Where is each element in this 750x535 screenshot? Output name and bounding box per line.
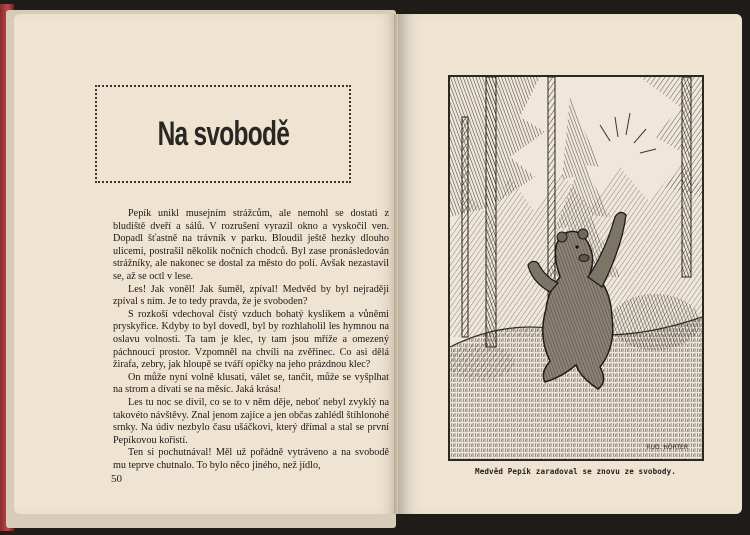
page-number: 50	[111, 473, 122, 485]
paragraph: Pepík unikl musejním strážcům, ale nemohl se dostati z bludiště dveří a sálů. V rozrušení vyrazil okno a vyskočil ven. Dopadl šťastně na trávník v parku. Bloudil ještě hezky dlouho ulicemi, postrašil několik nočních chodců. Byl zase pronásledován strážníky, ale nakonec se dostal za město do polí. Avšak nezastavil se, až se octl v lese.	[113, 208, 389, 282]
forest-bear-drawing	[450, 77, 702, 459]
chapter-title-box	[95, 85, 351, 183]
left-page	[14, 14, 400, 514]
bear-illustration	[448, 75, 704, 461]
paragraph: Les! Jak voněl! Jak šuměl, zpíval! Medvěd by byl nejraději zpíval s ním. Je to tedy pravda, že je svoboden?	[113, 283, 389, 308]
paragraph: On může nyní volně klusati, válet se, tančit, může se vyšplhat na strom a dívati se na měsíc. Jaká krása!	[113, 371, 389, 396]
body-text	[113, 208, 389, 472]
illustration-caption: Medvěd Pepík zaradoval se znovu ze svobody.	[475, 467, 676, 476]
paragraph: Ten si pochutnával! Měl už pořádně vytráveno a na svobodě mu teprve chutnalo. To bylo něco jiného, než jídlo,	[113, 447, 389, 471]
artist-signature: RUD. HÖRTER	[646, 444, 688, 451]
chapter-title: Na svobodě	[157, 114, 289, 153]
right-page	[398, 14, 742, 514]
paragraph: S rozkoší vdechoval čistý vzduch bohatý kyslíkem a vůněmi pryskyřice. Kdyby to byl dovedl, byl by rozhlaholil les hymnou na oslavu volnosti. Ta tam je klec, ty tam jsou mříže a omezený páchnoucí prostor. Vzpomněl na chvíli na zvěřinec. Co asi dělá žirafa, zebry, jak hloupě se tváří opičky na jeho prázdnou klec?	[113, 308, 389, 371]
paragraph: Les tu noc se divil, co se to v něm děje, neboť nebyl zvyklý na takovéto návštěvy. Znal jenom zajíce a jen občas zahlédl štíhlonohé srnky. Na údiv nezbylo času ušáčkovi, který dřímal a stal se první Pepíkovou kořistí.	[113, 396, 390, 446]
